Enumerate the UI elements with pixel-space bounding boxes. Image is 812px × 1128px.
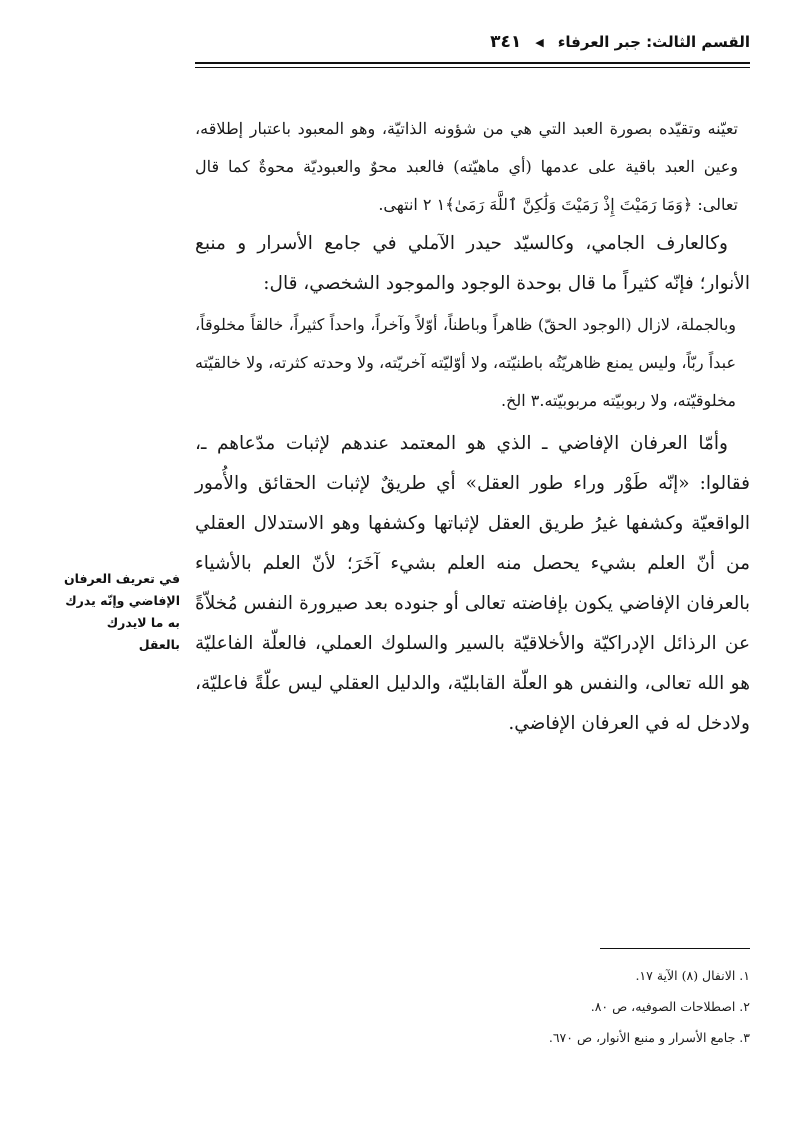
main-text — [195, 110, 750, 744]
margin-note: في تعريف العرفان الإفاضي وإنّه يدرك به ما لايدرك بالعقل — [64, 571, 180, 652]
footnote-1: ١. الانفال (٨) الآية ١٧. — [635, 968, 750, 983]
page-number: ٣٤١ — [490, 32, 522, 52]
body-paragraph-2: وأمّا العرفان الإفاضي ـ الذي هو المعتمد عندهم لإثبات مدّعاهم ـ، فقالوا: «إنّه طَوْر وراء طور العقل» أي طريقٌ لإثبات الحقائق والأُمور الواقعيّة وكشفها غيرُ طريق العقل لإثباتها وكشفها وهو الاستدلال العقلي من أنّ العلم بشيء يحصل منه العلم بشيء آخَرَ؛ لأنّ العلم بالأشياء بالعرفان الإفاضي يكون بإفاضته تعالى أو جنوده بعد صيرورة النفس مُخلاّةً عن الرذائل الإدراكيّة والأخلاقيّة بالسير والسلوك العملي، فالعلّة الفاعليّة هو الله تعالى، والنفس هو العلّة القابليّة، والدليل العقلي ليس علّةً فاعليّة، ولادخل له في العرفان الإفاضي. — [195, 433, 750, 734]
section-title: القسم الثالث: جبر العرفاء — [557, 33, 750, 51]
footnote-2: ٢. اصطلاحات الصوفيه، ص ٨٠. — [590, 999, 750, 1014]
header-rule-thick — [195, 62, 750, 64]
quote-paragraph-1: تعيّنه وتقيّده بصورة العبد التي هي من شؤونه الذاتيّة، وهو المعبود باعتبار إطلاقه، وعين العبد باقية على عدمها (أي ماهيّته) فالعبد محوٌ والعبوديّة محوةٌ كما قال تعالى: ﴿وَمَا رَمَيْتَ إِذْ رَمَيْتَ وَلَٰكِنَّ ٱللَّهَ رَمَىٰ﴾١ ٢ انتهى. — [195, 119, 738, 214]
footnote-3: ٣. جامع الأسرار و منبع الأنوار، ص ٦٧٠. — [548, 1030, 750, 1045]
footnote-rule — [600, 948, 750, 949]
quote-paragraph-2: وبالجملة، لازال (الوجود الحقّ) ظاهراً وباطناً، أوّلاً وآخراً، واحداً كثيراً، خالقاً مخلوقاً، عبداً ربّاً، وليس يمنع ظاهريّتُه باطنيّته، ولا أوّليّته آخريّته، ولا وحدته كثرته، ولا خالقيّته مخلوقيّته، ولا ربوبيّته مربوبيّته.٣ الخ. — [195, 315, 736, 410]
running-header — [250, 32, 750, 52]
arrow-left-icon: ◀ — [535, 35, 544, 49]
footnotes — [195, 960, 750, 1053]
body-paragraph-1: وكالعارف الجامي، وكالسيّد حيدر الآملي في جامع الأسرار و منبع الأنوار؛ فإنّه كثيراً ما قال بوحدة الوجود والموجود الشخصي، قال: — [195, 233, 750, 294]
header-rule-thin — [195, 67, 750, 68]
